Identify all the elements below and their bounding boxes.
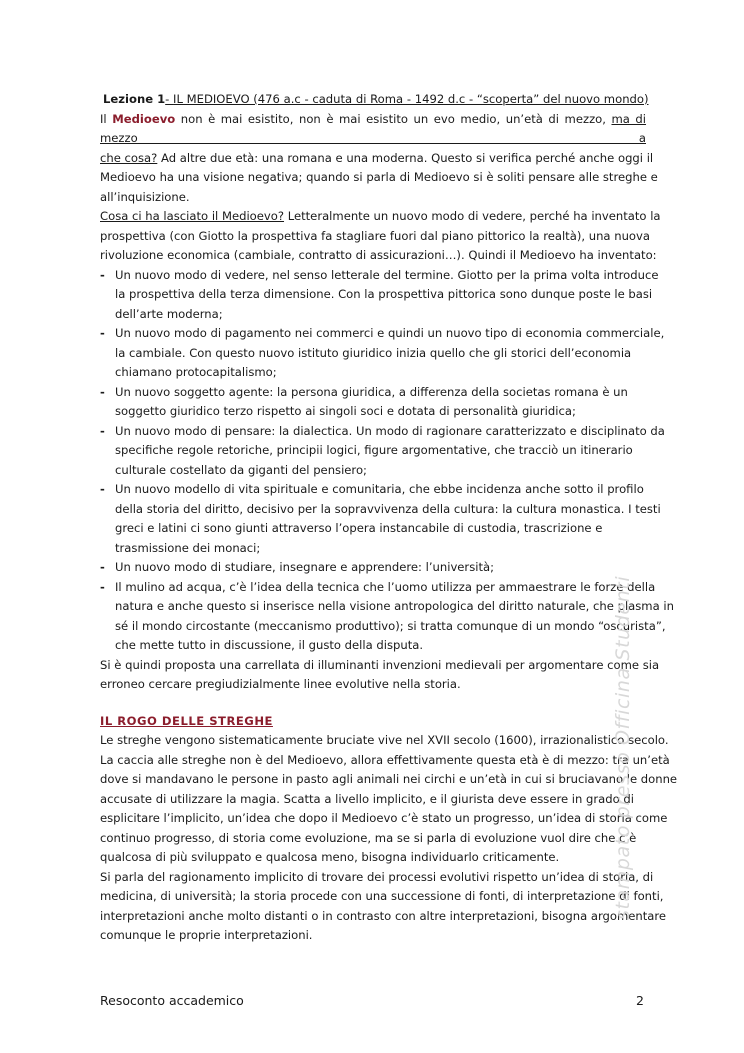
list-item-line: Un nuovo modo di pagamento nei commerci e quindi un nuovo tipo di economia commerciale, <box>115 326 665 340</box>
list-item-line: specifiche regole retoriche, principii logici, figure argomentative, che tracciò un itinerario <box>115 443 633 457</box>
paragraph-line: esplicitare l’implicito, un’idea che dopo il Medioevo c’è stato un progresso, un’idea di storia come <box>100 811 668 825</box>
list-item <box>100 266 659 325</box>
bullet-dash: - <box>100 326 105 340</box>
intro-line: all’inquisizione. <box>100 189 190 204</box>
witch-paragraph-2 <box>100 868 667 946</box>
list-item-line: la cambiale. Con questo nuovo istituto giuridico inizia quello che gli storici dell’economia <box>115 345 632 360</box>
paragraph-line: qualcosa di più sviluppato e qualcosa meno, bisogna individuarlo criticamente. <box>100 850 560 864</box>
section-title: IL ROGO DELLE STREGHE <box>100 713 273 728</box>
list-item-line: Un nuovo soggetto agente: la persona giuridica, a differenza della societas romana è un <box>115 384 628 399</box>
paragraph-line: accusate di utilizzare la magia. Scatta a livello implicito, e il giurista deve essere in grado di <box>100 791 634 806</box>
intro-line <box>100 110 646 149</box>
list-item-line: Un nuovo modo di pensare: la dialectica. Un modo di ragionare caratterizzato e disciplinato da <box>115 423 665 438</box>
paragraph-line: medicina, di università; la storia procede con una successione di fonti, di interpretazione di fonti, <box>100 889 664 903</box>
list-item-line: culturale costellato da giganti del pensiero; <box>115 462 367 477</box>
list-item-line: della storia del diritto, decisivo per la sopravvivenza della cultura: la cultura monastica. I testi <box>115 501 661 516</box>
underlined-phrase: che cosa? <box>100 150 158 165</box>
intro-text: Ad altre due età: una romana e una moderna. Questo si verifica perché anche oggi il <box>157 150 654 165</box>
legacy-paragraph <box>100 207 661 266</box>
list-item-line: sé il mondo circostante (meccanismo produttivo); si tratta comunque di un mondo “oscurista”, <box>115 618 666 633</box>
bullet-dash: - <box>100 384 105 399</box>
bullet-dash: - <box>100 267 105 282</box>
footer-label: Resoconto accademico <box>100 993 244 1008</box>
intro-text: non è mai esistito, non è mai esistito un evo medio, un’età di mezzo, <box>175 111 612 126</box>
legacy-question: Cosa ci ha lasciato il Medioevo? <box>100 209 285 223</box>
intro-text: Il <box>100 111 113 126</box>
list-item-line: che mette tutto in discussione, il gusto della disputa. <box>115 638 424 652</box>
list-item <box>100 578 674 656</box>
bullet-dash: - <box>100 423 105 438</box>
paragraph-line: Le streghe vengono sistematicamente bruciate vive nel XVII secolo (1600), irrazionalistico secolo. <box>100 733 669 747</box>
lesson-label: Lezione 1 <box>103 92 166 106</box>
list-item-line: Un nuovo modo di studiare, insegnare e apprendere: l’università; <box>115 560 495 574</box>
list-item <box>100 383 646 422</box>
intro-line: Medioevo ha una visione negativa; quando si parla di Medioevo si è soliti pensare alle streghe e <box>100 170 658 184</box>
watermark: stampato presso Officina Studenti <box>612 575 634 920</box>
intro-line <box>100 149 654 169</box>
conclusion-line: erroneo cercare pregiudizialmente linee evolutive nella storia. <box>100 677 461 691</box>
intro-paragraph <box>100 110 658 208</box>
bullet-dash: - <box>100 560 105 574</box>
paragraph-line: comunque le proprie interpretazioni. <box>100 928 313 942</box>
paragraph-line: La caccia alle streghe non è del Medioevo, allora effettivamente questa età è di mezzo: tra un’età <box>100 752 670 767</box>
underlined-phrase: ma di mezzo a <box>100 111 647 145</box>
list-item-line: Un nuovo modo di vedere, nel senso letterale del termine. Giotto per la prima volta introduce <box>115 267 659 282</box>
legacy-text: Letteralmente un nuovo modo di vedere, perché ha inventato la <box>284 209 661 223</box>
list-item <box>100 480 661 558</box>
lesson-dash: - <box>165 92 174 106</box>
paragraph-line: Si parla del ragionamento implicito di trovare dei processi evolutivi rispetto un’idea di storia, di <box>100 869 654 884</box>
list-item-line: greci e latini ci sono giunti attraverso l’opera instancabile di custodia, trascrizione e <box>115 521 603 535</box>
legacy-line <box>100 207 661 227</box>
paragraph-line: continuo progresso, di storia come evoluzione, ma se si parla di evoluzione vuol dire che c’è <box>100 830 637 845</box>
list-item <box>100 324 665 383</box>
list-item-line: natura e anche questo si inserisce nella visione antropologica del diritto naturale, che plasma in <box>115 599 674 613</box>
paragraph-line: dove si mandavano le persone in pasto agli animali nei circhi e un’età in cui si bruciavano le donne <box>100 772 678 786</box>
document-body <box>100 90 678 946</box>
conclusion-paragraph <box>100 656 660 695</box>
paragraph-line: interpretazioni anche molto distanti o in contrasto con altre interpretazioni, bisogna argomentare <box>100 908 667 923</box>
legacy-line: rivoluzione economica (cambiale, contratto di assicurazioni…). Quindi il Medioevo ha inventato: <box>100 248 657 262</box>
list-item <box>100 558 646 578</box>
list-item-line: trasmissione dei monaci; <box>115 540 261 555</box>
witch-paragraph-1 <box>100 731 678 868</box>
legacy-line: prospettiva (con Giotto la prospettiva fa stagliare fuori dal piano pittorico la realtà), una nuova <box>100 228 650 243</box>
list-item-line: soggetto giuridico terzo rispetto ai singoli soci e dotata di personalità giuridica; <box>115 404 576 418</box>
medioevo-keyword: Medioevo <box>112 111 176 126</box>
list-item <box>100 422 665 481</box>
list-item-line: Un nuovo modello di vita spirituale e comunitaria, che ebbe incidenza anche sotto il profilo <box>115 482 644 496</box>
conclusion-line: Si è quindi proposta una carrellata di illuminanti invenzioni medievali per argomentare come sia <box>100 657 660 672</box>
inventions-list <box>100 266 674 656</box>
lesson-heading <box>100 90 649 110</box>
bullet-dash: - <box>100 579 105 594</box>
list-item-line: Il mulino ad acqua, c’è l’idea della tecnica che l’uomo utilizza per ammaestrare le forze della <box>115 579 656 594</box>
list-item-line: chiamano protocapitalismo; <box>115 365 277 379</box>
list-item-line: dell’arte moderna; <box>115 306 223 321</box>
bullet-dash: - <box>100 482 105 496</box>
lesson-title: IL MEDIOEVO (476 a.c - caduta di Roma - 1492 d.c - “scoperta” del nuovo mondo) <box>173 92 649 106</box>
list-item-line: la prospettiva della terza dimensione. Con la prospettiva pittorica sono dunque poste le basi <box>115 287 653 301</box>
page-number: 2 <box>636 993 644 1008</box>
